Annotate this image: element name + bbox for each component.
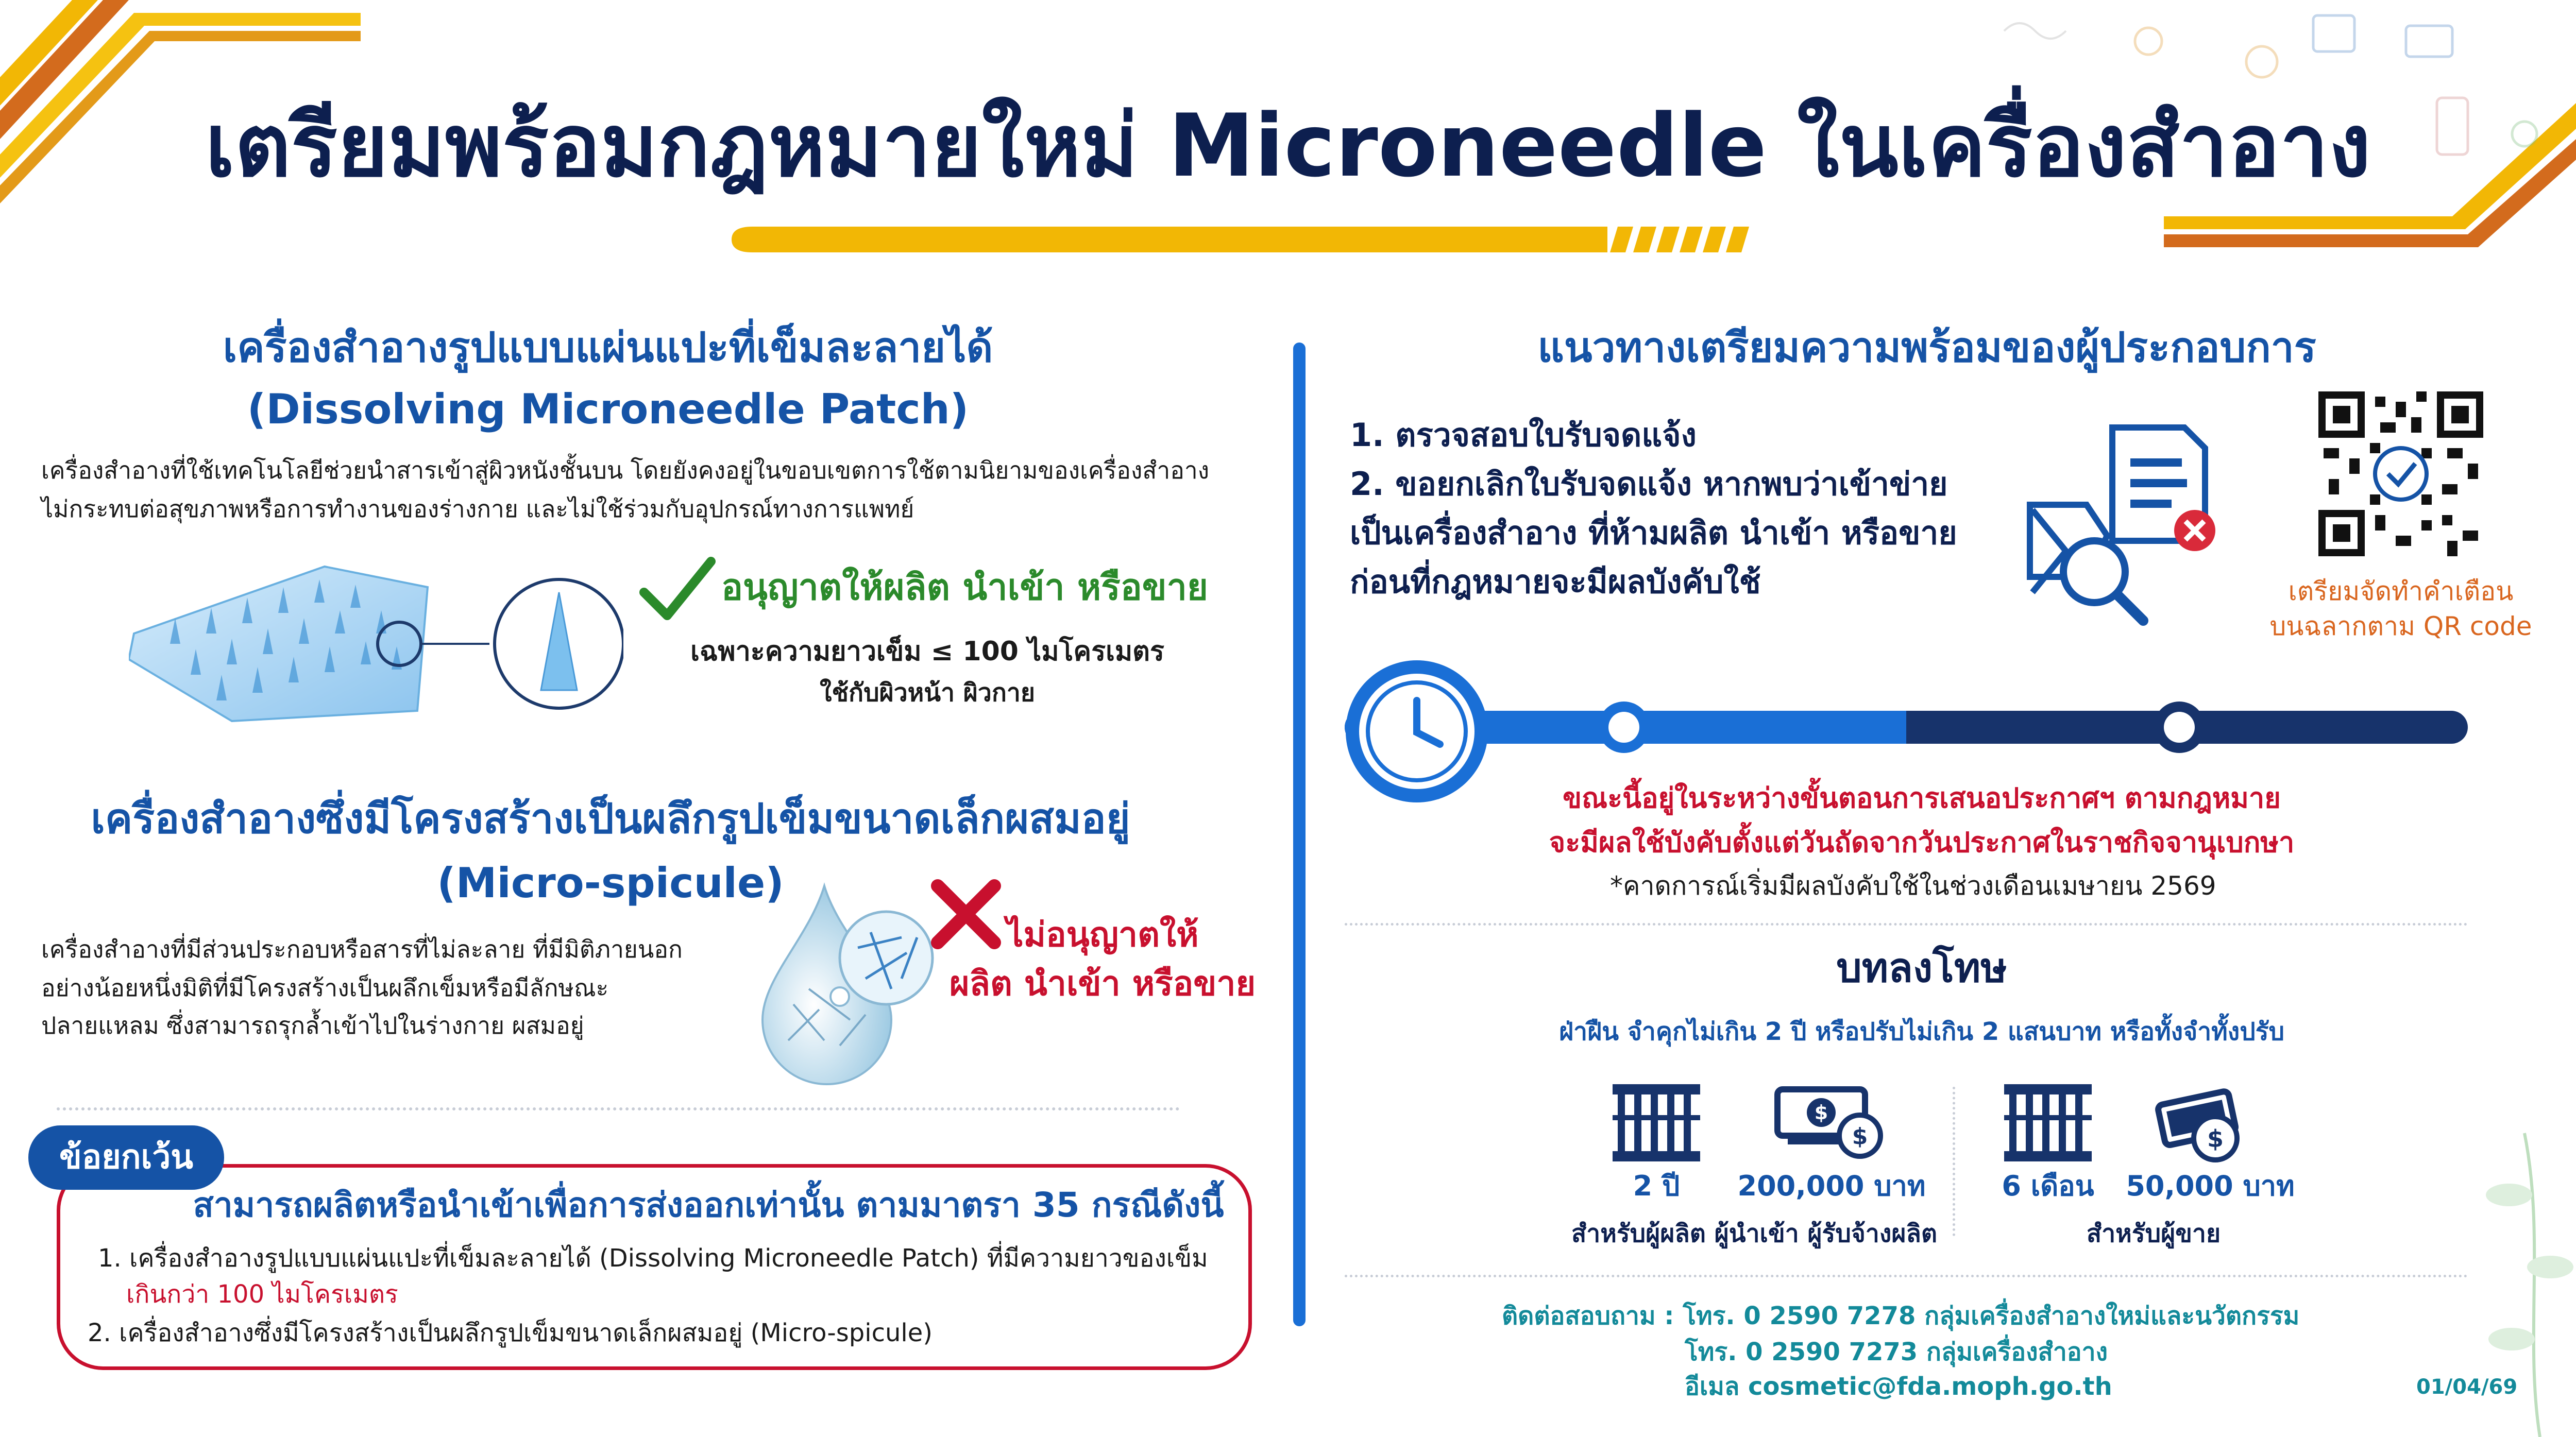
microneedle-patch-illustration xyxy=(129,556,623,726)
svg-text:$: $ xyxy=(2207,1125,2224,1153)
section1-description-line2: ไม่กระทบต่อสุขภาพหรือการทำงานของร่างกาย และไม่ใช้ร่วมกับอุปกรณ์ทางการแพทย์ xyxy=(41,495,914,523)
penalty-group2-who: สำหรับผู้ขาย xyxy=(2086,1219,2221,1248)
not-allowed-text-line2: ผลิต นำเข้า หรือขาย xyxy=(949,964,1256,1003)
contact-line1: ติดต่อสอบถาม : โทร. 0 2590 7278 กลุ่มเครื่องสำอางใหม่และนวัตกรรม xyxy=(1502,1302,2300,1330)
penalty-subtitle: ฝ่าฝืน จำคุกไม่เกิน 2 ปี หรือปรับไม่เกิน 2 แสนบาท หรือทั้งจำทั้งปรับ xyxy=(1559,1017,2284,1046)
penalty-group1-fine: 200,000 บาท xyxy=(1737,1170,1926,1202)
timeline-note-2: จะมีผลใช้บังคับตั้งแต่วันถัดจากวันประกาศในราชกิจจานุเบกษา xyxy=(1549,826,2295,859)
timeline-note-3: *คาดการณ์เริ่มมีผลบังคับใช้ในช่วงเดือนเมษายน 2569 xyxy=(1610,871,2216,901)
jail-icon xyxy=(1613,1084,1700,1161)
timeline-milestone-2-center xyxy=(2164,712,2195,743)
page-title: เตรียมพร้อมกฎหมายใหม่ Microneedle ในเครื่องสำอาง xyxy=(205,95,2371,196)
qr-code-icon[interactable] xyxy=(2318,391,2483,556)
title-underline xyxy=(732,227,1767,252)
section2-description-line2: อย่างน้อยหนึ่งมิติที่มีโครงสร้างเป็นผลึกเข็มหรือมีลักษณะ xyxy=(41,974,609,1002)
timeline-milestone-1-center xyxy=(1608,712,1639,743)
issue-date: 01/04/69 xyxy=(2416,1375,2518,1399)
penalty-group2-jail: 6 เดือน xyxy=(2002,1170,2094,1202)
exception-heading: สามารถผลิตหรือนำเข้าเพื่อการส่งออกเท่านั้น ตามมาตรา 35 กรณีดังนี้ xyxy=(193,1185,1224,1225)
allowed-condition-length: เฉพาะความยาวเข็ม ≤ 100 ไมโครเมตร xyxy=(690,636,1164,667)
step-2-line3: ก่อนที่กฎหมายจะมีผลบังคับใช้ xyxy=(1350,563,1761,601)
jail-icon-2 xyxy=(2004,1084,2092,1161)
exception-item1-line2: เกินกว่า 100 ไมโครเมตร xyxy=(126,1280,398,1309)
contact-line2: โทร. 0 2590 7273 กลุ่มเครื่องสำอาง xyxy=(1685,1338,2108,1366)
timeline-note-1: ขณะนี้อยู่ในระหว่างขั้นตอนการเสนอประกาศฯ ตามกฎหมาย xyxy=(1563,782,2281,814)
penalty-group1-jail: 2 ปี xyxy=(1633,1170,1680,1202)
section1-description-line1: เครื่องสำอางที่ใช้เทคโนโลยีช่วยนำสารเข้าสู่ผิวหนังชั้นบน โดยยังคงอยู่ในขอบเขตการใช้ตามนิยามของเครื่องสำอาง xyxy=(41,456,1210,484)
qr-caption-line2: บนฉลากตาม QR code xyxy=(2269,611,2532,641)
not-allowed-text-line1: ไม่อนุญาตให้ xyxy=(1006,915,1199,954)
section2-title-en: (Micro-spicule) xyxy=(437,859,784,907)
money-icon xyxy=(1772,1084,1886,1161)
exception-item2: 2. เครื่องสำอางซึ่งมีโครงสร้างเป็นผลึกรูปเข็มขนาดเล็กผสมอยู่ (Micro-spicule) xyxy=(88,1319,933,1347)
penalty-title: บทลงโทษ xyxy=(1836,945,2007,991)
right-title: แนวทางเตรียมความพร้อมของผู้ประกอบการ xyxy=(1537,323,2316,371)
section1-title-th: เครื่องสำอางรูปแบบแผ่นแปะที่เข็มละลายได้ xyxy=(223,323,993,371)
document-search-icon xyxy=(2020,422,2215,628)
penalty-group-divider xyxy=(1953,1087,1955,1236)
contact-email[interactable]: อีเมล cosmetic@fda.moph.go.th xyxy=(1685,1372,2112,1401)
section2-description-line3: ปลายแหลม ซึ่งสามารถรุกล้ำเข้าไปในร่างกาย ผสมอยู่ xyxy=(41,1012,584,1039)
svg-text:$: $ xyxy=(1814,1101,1828,1124)
exception-badge: ข้อยกเว้น xyxy=(28,1125,224,1190)
money-icon-2 xyxy=(2154,1084,2246,1167)
step-1: 1. ตรวจสอบใบรับจดแจ้ง xyxy=(1350,416,1697,454)
allowed-condition-area: ใช้กับผิวหน้า ผิวกาย xyxy=(820,678,1035,707)
svg-text:$: $ xyxy=(1852,1123,1868,1150)
timeline-track xyxy=(1345,711,2468,744)
step-2-line2: เป็นเครื่องสำอาง ที่ห้ามผลิต นำเข้า หรือขาย xyxy=(1350,514,1957,552)
penalty-group2-fine: 50,000 บาท xyxy=(2126,1170,2295,1202)
right-divider-1 xyxy=(1345,923,2468,926)
section2-title-th: เครื่องสำอางซึ่งมีโครงสร้างเป็นผลึกรูปเข็มขนาดเล็กผสมอยู่ xyxy=(91,795,1130,843)
check-icon xyxy=(639,556,716,623)
left-dotted-divider xyxy=(57,1107,1180,1110)
qr-caption-line1: เตรียมจัดทำคำเตือน xyxy=(2288,576,2514,606)
penalty-group1-who: สำหรับผู้ผลิต ผู้นำเข้า ผู้รับจ้างผลิต xyxy=(1571,1219,1938,1248)
right-divider-2 xyxy=(1345,1275,2468,1277)
center-divider xyxy=(1293,343,1306,1326)
step-2-line1: 2. ขอยกเลิกใบรับจดแจ้ง หากพบว่าเข้าข่าย xyxy=(1350,465,1948,503)
exception-item1-line1: 1. เครื่องสำอางรูปแบบแผ่นแปะที่เข็มละลายได้ (Dissolving Microneedle Patch) ที่มีความยาวของเข็ม xyxy=(98,1244,1208,1273)
allowed-text: อนุญาตให้ผลิต นำเข้า หรือขาย xyxy=(721,566,1208,608)
section1-title-en: (Dissolving Microneedle Patch) xyxy=(247,385,969,433)
section2-description-line1: เครื่องสำอางที่มีส่วนประกอบหรือสารที่ไม่ละลาย ที่มีมิติภายนอก xyxy=(41,935,683,963)
